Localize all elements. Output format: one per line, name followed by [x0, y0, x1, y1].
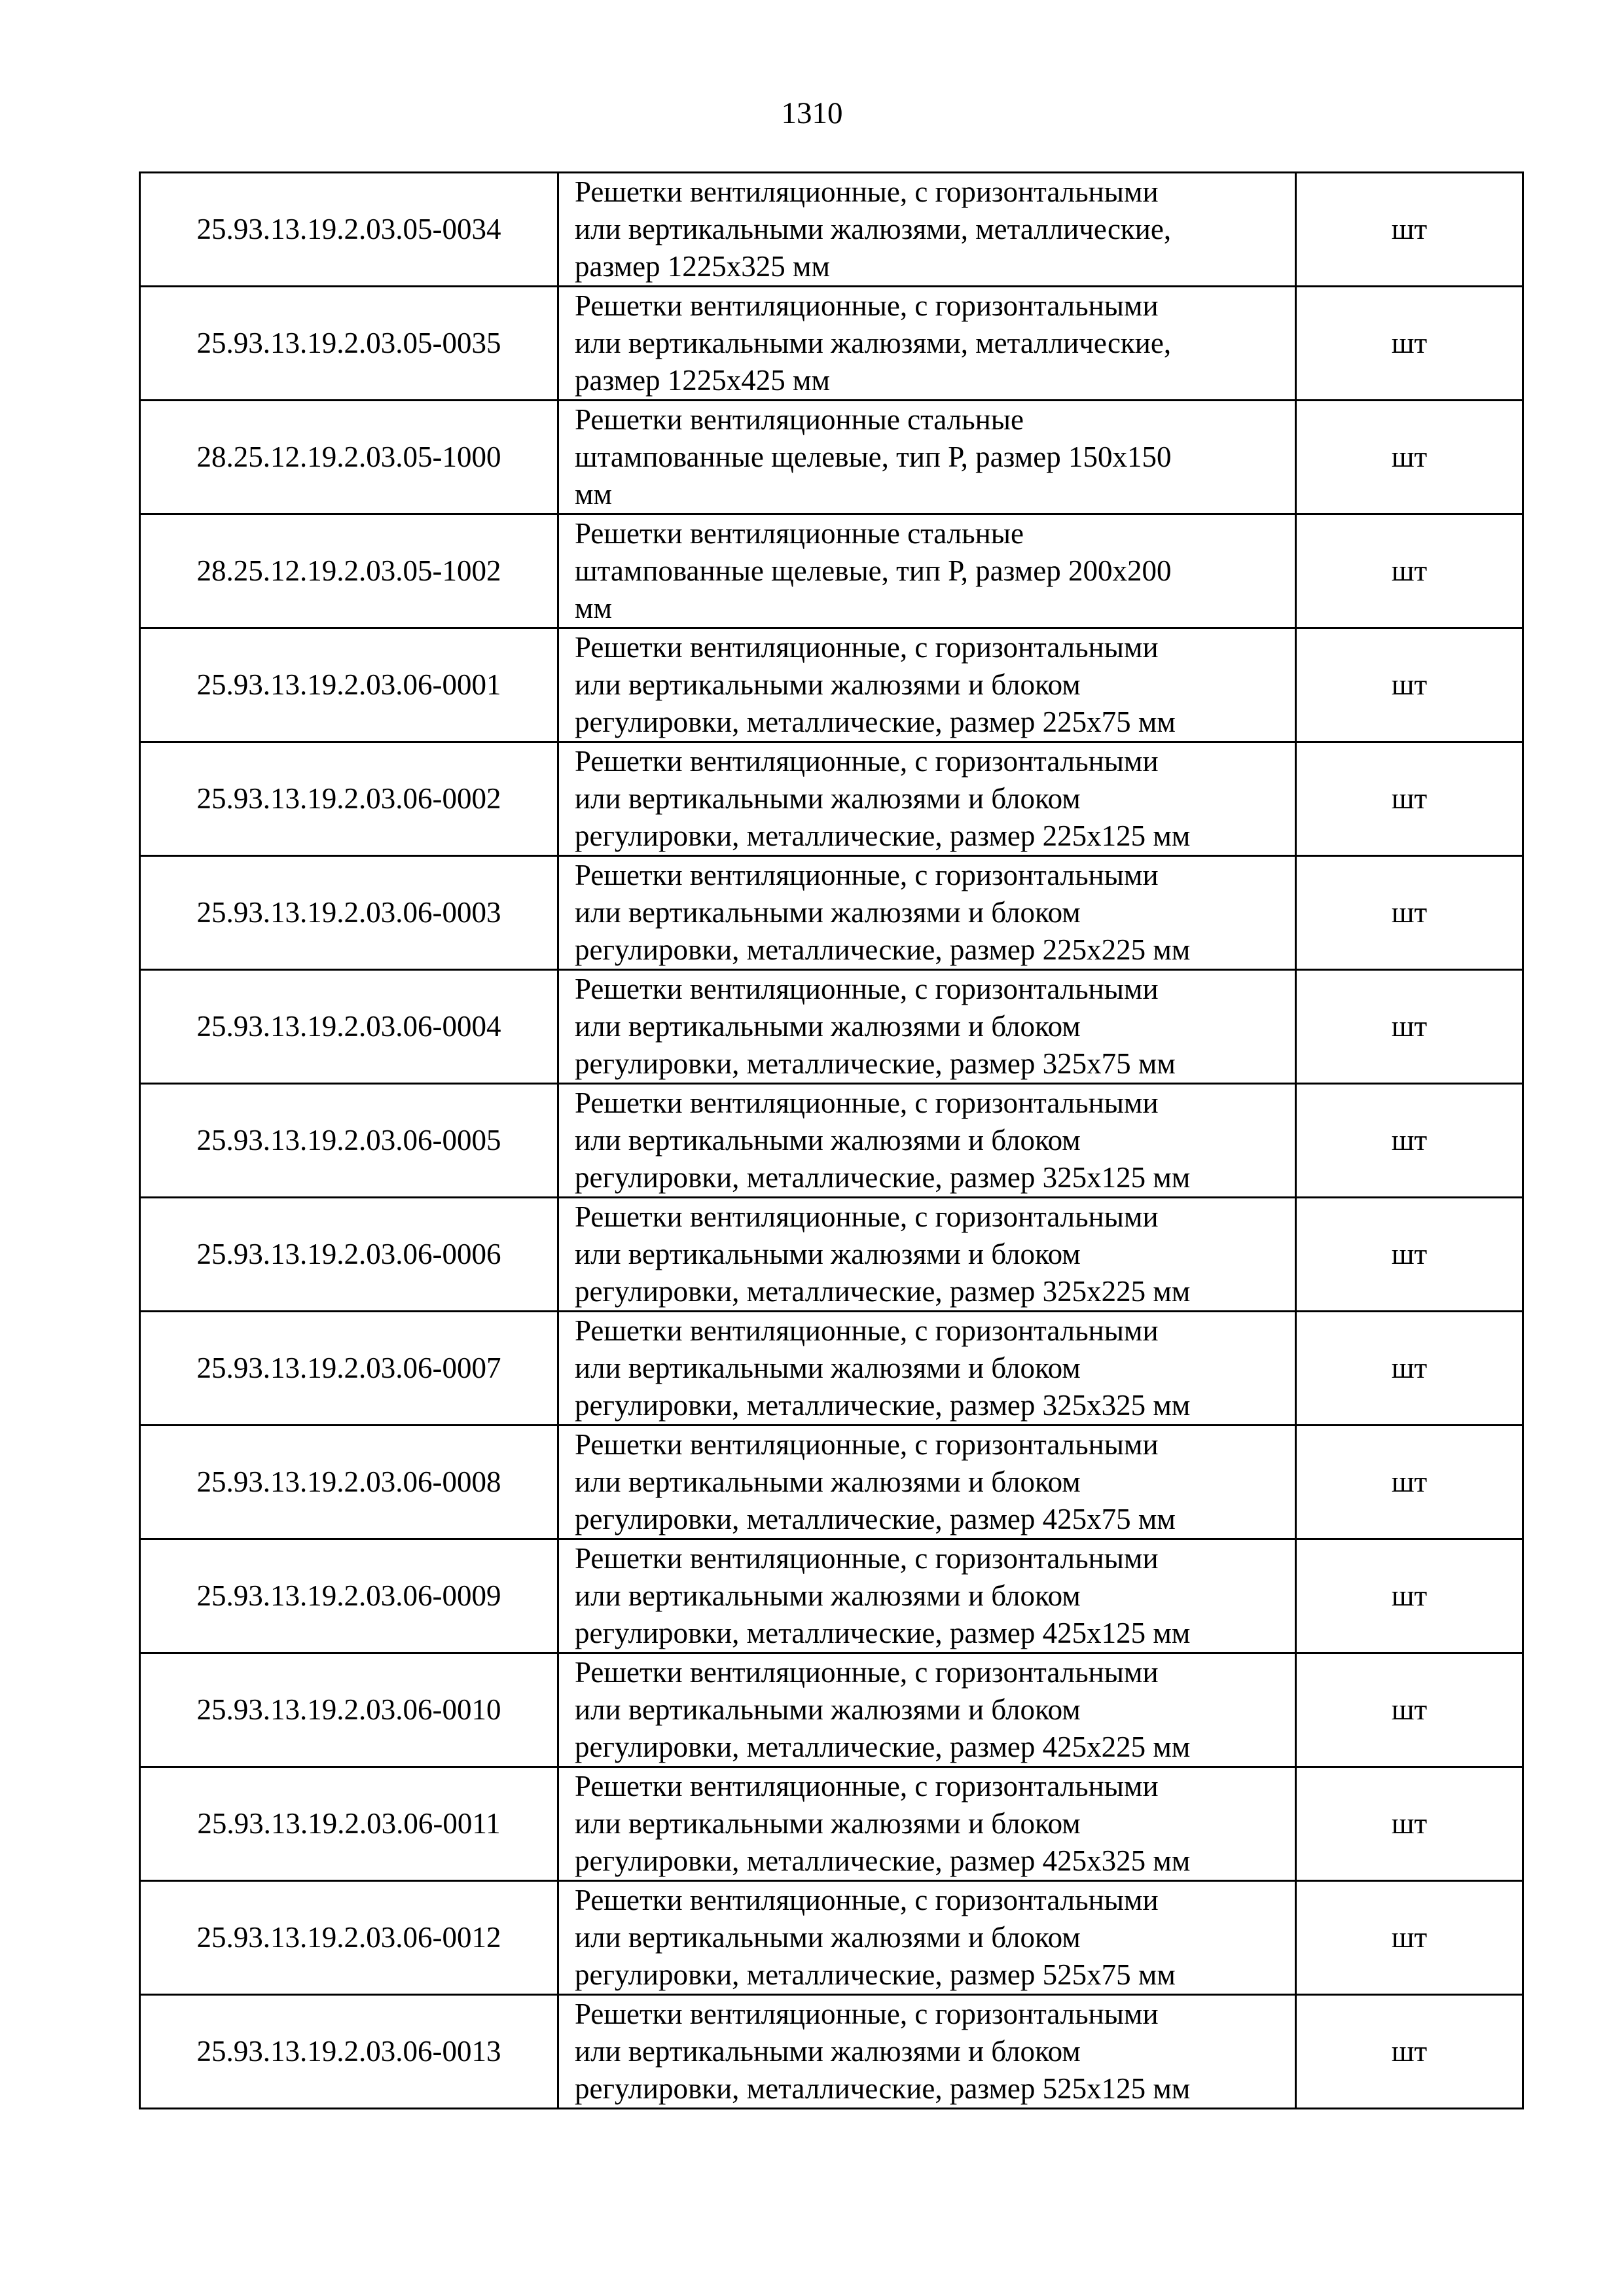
- item-description-line: или вертикальными жалюзями, металлические,: [575, 327, 1172, 359]
- item-unit-cell: шт: [1296, 1881, 1523, 1995]
- table-row: [140, 970, 1523, 1084]
- item-description-cell: [558, 1995, 1296, 2109]
- item-description-line: мм: [575, 592, 612, 624]
- item-description-cell: [558, 970, 1296, 1084]
- item-unit-cell: шт: [1296, 1653, 1523, 1767]
- item-description-cell: [558, 1767, 1296, 1881]
- item-description-line: или вертикальными жалюзями и блоком: [575, 1579, 1081, 1612]
- table-row: [140, 401, 1523, 514]
- item-code-cell: 25.93.13.19.2.03.06-0013: [140, 1995, 558, 2109]
- item-description-line: Решетки вентиляционные, с горизонтальными: [575, 289, 1159, 322]
- item-description-line: или вертикальными жалюзями и блоком: [575, 1465, 1081, 1498]
- item-unit-cell: шт: [1296, 856, 1523, 970]
- item-code-cell: 25.93.13.19.2.03.06-0005: [140, 1084, 558, 1198]
- table-row: [140, 1653, 1523, 1767]
- table-row: [140, 1426, 1523, 1539]
- item-description-line: Решетки вентиляционные, с горизонтальными: [575, 631, 1159, 664]
- table-row: [140, 628, 1523, 742]
- item-description-line: регулировки, металлические, размер 525х75 мм: [575, 1958, 1176, 1991]
- item-unit-cell: шт: [1296, 628, 1523, 742]
- item-unit-cell: шт: [1296, 287, 1523, 401]
- item-description-line: размер 1225х325 мм: [575, 250, 831, 283]
- table-row: [140, 1198, 1523, 1312]
- table-row: [140, 1767, 1523, 1881]
- item-unit-cell: шт: [1296, 1995, 1523, 2109]
- item-description-cell: [558, 1653, 1296, 1767]
- item-description-line: регулировки, металлические, размер 325х325 мм: [575, 1389, 1191, 1422]
- table-row: [140, 287, 1523, 401]
- item-description-line: Решетки вентиляционные, с горизонтальными: [575, 1884, 1159, 1916]
- item-description-line: или вертикальными жалюзями и блоком: [575, 1807, 1081, 1840]
- item-unit-cell: шт: [1296, 401, 1523, 514]
- item-description-line: или вертикальными жалюзями и блоком: [575, 1124, 1081, 1157]
- catalog-table: [139, 171, 1524, 2109]
- table-row: [140, 1995, 1523, 2109]
- item-code-cell: 25.93.13.19.2.03.05-0035: [140, 287, 558, 401]
- item-unit-cell: шт: [1296, 173, 1523, 287]
- item-description-line: или вертикальными жалюзями и блоком: [575, 1693, 1081, 1726]
- item-description-line: регулировки, металлические, размер 425х125 мм: [575, 1617, 1191, 1649]
- item-description-line: штампованные щелевые, тип Р, размер 150х150: [575, 440, 1172, 473]
- item-description-line: штампованные щелевые, тип Р, размер 200х200: [575, 554, 1172, 587]
- item-description-line: или вертикальными жалюзями и блоком: [575, 668, 1081, 701]
- item-description-line: мм: [575, 478, 612, 511]
- table-row: [140, 856, 1523, 970]
- item-description-line: или вертикальными жалюзями и блоком: [575, 1921, 1081, 1954]
- item-code-cell: 25.93.13.19.2.03.06-0010: [140, 1653, 558, 1767]
- item-description-cell: [558, 1881, 1296, 1995]
- item-description-line: Решетки вентиляционные стальные: [575, 403, 1024, 436]
- item-description-line: регулировки, металлические, размер 325х125 мм: [575, 1161, 1191, 1194]
- item-description-line: регулировки, металлические, размер 425х75 мм: [575, 1503, 1176, 1535]
- item-description-cell: [558, 1539, 1296, 1653]
- item-description-line: Решетки вентиляционные стальные: [575, 517, 1024, 550]
- item-unit-cell: шт: [1296, 1084, 1523, 1198]
- item-description-line: Решетки вентиляционные, с горизонтальными: [575, 1428, 1159, 1461]
- item-code-cell: 25.93.13.19.2.03.05-0034: [140, 173, 558, 287]
- item-description-line: регулировки, металлические, размер 225х225 мм: [575, 933, 1191, 966]
- item-code-cell: 25.93.13.19.2.03.06-0006: [140, 1198, 558, 1312]
- item-unit-cell: шт: [1296, 1198, 1523, 1312]
- item-unit-cell: шт: [1296, 970, 1523, 1084]
- item-description-line: регулировки, металлические, размер 225х125 мм: [575, 819, 1191, 852]
- item-unit-cell: шт: [1296, 1312, 1523, 1426]
- item-unit-cell: шт: [1296, 514, 1523, 628]
- item-code-cell: 25.93.13.19.2.03.06-0007: [140, 1312, 558, 1426]
- item-description-line: или вертикальными жалюзями и блоком: [575, 1238, 1081, 1270]
- item-description-line: регулировки, металлические, размер 325х75 мм: [575, 1047, 1176, 1080]
- item-description-cell: [558, 856, 1296, 970]
- item-code-cell: 28.25.12.19.2.03.05-1002: [140, 514, 558, 628]
- item-description-cell: [558, 1084, 1296, 1198]
- table-row: [140, 173, 1523, 287]
- item-description-line: Решетки вентиляционные, с горизонтальными: [575, 745, 1159, 778]
- item-description-line: Решетки вентиляционные, с горизонтальными: [575, 1314, 1159, 1347]
- catalog-table-body: [140, 173, 1523, 2109]
- table-row: [140, 1084, 1523, 1198]
- item-code-cell: 25.93.13.19.2.03.06-0008: [140, 1426, 558, 1539]
- item-code-cell: 25.93.13.19.2.03.06-0002: [140, 742, 558, 856]
- item-description-cell: [558, 173, 1296, 287]
- table-row: [140, 1312, 1523, 1426]
- item-description-line: Решетки вентиляционные, с горизонтальными: [575, 1542, 1159, 1575]
- item-description-line: Решетки вентиляционные, с горизонтальными: [575, 1770, 1159, 1803]
- item-code-cell: 25.93.13.19.2.03.06-0004: [140, 970, 558, 1084]
- item-description-cell: [558, 401, 1296, 514]
- item-description-cell: [558, 1312, 1296, 1426]
- item-description-line: или вертикальными жалюзями, металлические,: [575, 213, 1172, 245]
- item-unit-cell: шт: [1296, 1426, 1523, 1539]
- item-unit-cell: шт: [1296, 1767, 1523, 1881]
- item-description-line: или вертикальными жалюзями и блоком: [575, 896, 1081, 929]
- item-description-line: или вертикальными жалюзями и блоком: [575, 1352, 1081, 1384]
- item-description-line: или вертикальными жалюзями и блоком: [575, 1010, 1081, 1043]
- table-row: [140, 1881, 1523, 1995]
- item-description-line: Решетки вентиляционные, с горизонтальными: [575, 1086, 1159, 1119]
- item-description-cell: [558, 514, 1296, 628]
- item-code-cell: 25.93.13.19.2.03.06-0003: [140, 856, 558, 970]
- item-description-line: регулировки, металлические, размер 425х325 мм: [575, 1844, 1191, 1877]
- item-description-line: регулировки, металлические, размер 525х125 мм: [575, 2072, 1191, 2105]
- page-number: 1310: [781, 96, 843, 130]
- item-unit-cell: шт: [1296, 1539, 1523, 1653]
- item-description-cell: [558, 628, 1296, 742]
- item-description-line: Решетки вентиляционные, с горизонтальными: [575, 1998, 1159, 2030]
- item-code-cell: 25.93.13.19.2.03.06-0001: [140, 628, 558, 742]
- item-description-line: регулировки, металлические, размер 325х225 мм: [575, 1275, 1191, 1308]
- table-row: [140, 514, 1523, 628]
- item-description-line: размер 1225х425 мм: [575, 364, 831, 397]
- item-description-line: Решетки вентиляционные, с горизонтальными: [575, 973, 1159, 1005]
- item-description-line: Решетки вентиляционные, с горизонтальными: [575, 175, 1159, 208]
- item-code-cell: 28.25.12.19.2.03.05-1000: [140, 401, 558, 514]
- item-description-line: Решетки вентиляционные, с горизонтальными: [575, 859, 1159, 891]
- item-code-cell: 25.93.13.19.2.03.06-0011: [140, 1767, 558, 1881]
- item-description-cell: [558, 1426, 1296, 1539]
- item-description-line: регулировки, металлические, размер 425х225 мм: [575, 1731, 1191, 1763]
- table-row: [140, 742, 1523, 856]
- item-description-cell: [558, 1198, 1296, 1312]
- item-unit-cell: шт: [1296, 742, 1523, 856]
- item-description-line: или вертикальными жалюзями и блоком: [575, 2035, 1081, 2068]
- item-description-cell: [558, 742, 1296, 856]
- item-description-line: Решетки вентиляционные, с горизонтальными: [575, 1656, 1159, 1689]
- item-description-line: регулировки, металлические, размер 225х75 мм: [575, 706, 1176, 738]
- item-description-line: или вертикальными жалюзями и блоком: [575, 782, 1081, 815]
- item-description-line: Решетки вентиляционные, с горизонтальными: [575, 1200, 1159, 1233]
- table-row: [140, 1539, 1523, 1653]
- item-description-cell: [558, 287, 1296, 401]
- item-code-cell: 25.93.13.19.2.03.06-0012: [140, 1881, 558, 1995]
- item-code-cell: 25.93.13.19.2.03.06-0009: [140, 1539, 558, 1653]
